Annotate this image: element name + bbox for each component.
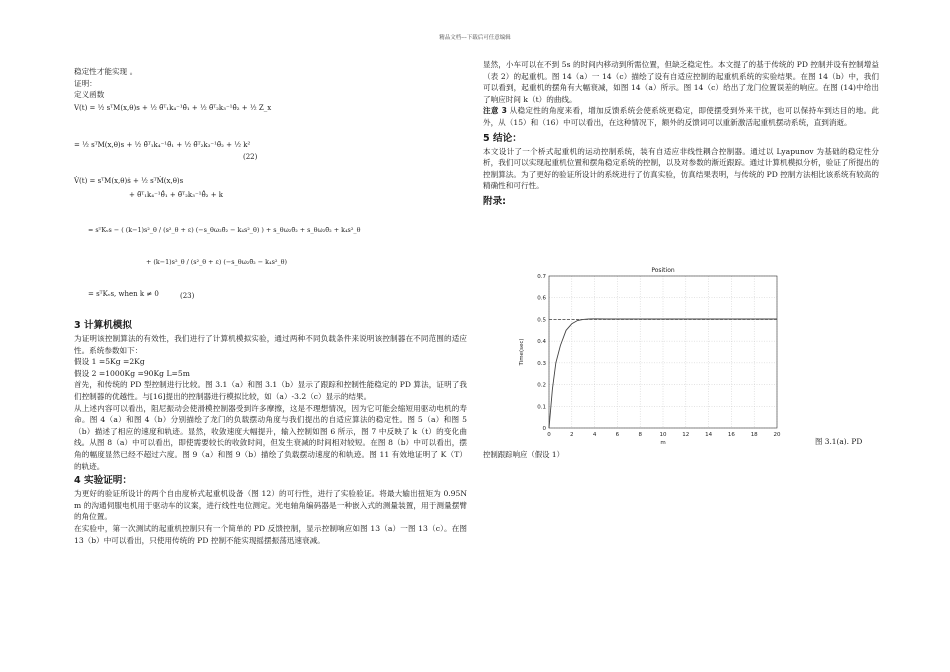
assumption-line: 假设 2 =1000Kg =90Kg L=5m bbox=[74, 368, 190, 378]
x-axis-label: m bbox=[660, 440, 666, 446]
left-column-body bbox=[74, 319, 467, 546]
paragraph: 从上述内容可以看出，阻尼振动会使滑模控制器受到许多摩擦，这是不理想情况，因为它可能会缩短用驱动电机的寿命。图 4（a）和图 4（b）分别描绘了龙门的负载摆动角度与我们提出的自适应算法的稳定性。图 5（a）和图 5（b）描述了相应的速度和轨迹。显然，收敛速度大幅提升，输入控制如图 6 所示，图 7 中反映了 k（t）的变化曲线。从图 8（a）中可以看出，即使需要较长的收敛时间，但发生衰减的时间相对较短。在图 8（b）中可以看出，摆角的幅度显然已经不超过六度。图 9（a）和图 9（b）描绘了负载摆动速度的和轨迹。图 11 有效地证明了 K（T）的轨迹。 bbox=[74, 403, 467, 471]
chart-title: Position bbox=[651, 267, 675, 274]
x-tick-label: 12 bbox=[682, 432, 690, 438]
y-tick-label: 0 bbox=[542, 426, 546, 432]
y-tick-label: 0.5 bbox=[537, 317, 546, 324]
paragraph: 首先，和传统的 PD 型控制进行比较。图 3.1（a）和图 3.1（b）显示了跟踪和控制性能稳定的 PD 算法，证明了我们控制器的优越性。与[16]提出的控制器进行模拟比较，如（a）-3.2（c）显示的结果。 bbox=[74, 380, 467, 401]
y-tick-label: 0.3 bbox=[537, 360, 546, 367]
section-title: 4 实验证明： bbox=[74, 475, 132, 487]
equation-number: (22) bbox=[243, 153, 258, 161]
equation-line: = ½ sᵀM(x,θ)s + ½ θ̃ᵀ₁k₄⁻¹θ̃₁ + ½ θ̃ᵀ₂k₃⁻¹θ̃₂ + ½ k² bbox=[74, 141, 251, 149]
page-header: 精品文档---下载后可任意编辑 bbox=[439, 35, 511, 41]
paragraph: 为更好的验证所设计的两个自由度桥式起重机设备（图 12）的可行性，进行了实验验证。将最大输出扭矩为 0.95N m 的沟通伺服电机用于驱动车的议案，进行线性电位测定。光电轴角编码器是一种嵌入式的测量装置，用于测量摆臂的角位置。 bbox=[74, 489, 467, 522]
x-tick-label: 6 bbox=[615, 432, 620, 438]
left-column bbox=[74, 66, 467, 101]
x-tick-label: 20 bbox=[773, 432, 781, 438]
y-tick-label: 0.7 bbox=[537, 274, 546, 280]
assumption-line: 假设 1 =5Kg =2Kg bbox=[74, 357, 145, 367]
y-tick-label: 0.1 bbox=[537, 404, 546, 411]
intro-line: 证明： bbox=[74, 78, 97, 88]
equation-line: + (k−1)s²_θ / (s²_θ + ε) (−s_θω₂θ̃₂ − k₄s²_θ) bbox=[146, 258, 287, 266]
x-tick-label: 0 bbox=[547, 432, 551, 438]
x-tick-label: 8 bbox=[638, 432, 642, 438]
right-column bbox=[483, 59, 879, 209]
x-tick-label: 10 bbox=[659, 432, 667, 438]
equation-line: = sᵀKᵥs − ( (k−1)s²_θ / (s²_θ + ε) (−s_θω₂θ̃₂ − k₄s²_θ) ) + s_θω₂θ̃₂ + s_θω₂θ̃₂ + k₄s²_θ bbox=[88, 226, 361, 234]
note-label: 注意 3 bbox=[483, 106, 507, 116]
paragraph: 为证明该控制算法的有效性，我们进行了计算机模拟实验，通过两种不同负载条件来说明该控制器在不同范围的适应性。系统参数如下： bbox=[74, 334, 467, 355]
section-title: 3 计算机模拟 bbox=[74, 320, 132, 331]
equation-line: + θ̃ᵀ₁k₄⁻¹θ̃̇₁ + θ̃ᵀ₂k₃⁻¹θ̃̇₂ + k bbox=[129, 191, 224, 199]
x-tick-label: 16 bbox=[727, 432, 735, 438]
x-tick-label: 14 bbox=[705, 432, 713, 438]
figure-caption: 控制跟踪响应（假设 1） bbox=[483, 450, 564, 459]
x-tick-label: 2 bbox=[570, 432, 574, 438]
figure-caption: 图 3.1(a). PD bbox=[815, 437, 863, 446]
section-title: 5 结论： bbox=[483, 132, 522, 144]
equation-line: = sᵀKᵥs, when k ≠ 0 bbox=[88, 290, 159, 298]
appendix-title: 附录: bbox=[483, 195, 507, 207]
x-tick-label: 4 bbox=[592, 432, 597, 438]
equation-line: V(t) = ½ sᵀM(x,θ)s + ½ θ̃ᵀ₁k₄⁻¹θ̃₁ + ½ θ̃ᵀ₂k₃⁻¹θ̃₂ + ½ Z_x bbox=[74, 104, 272, 112]
x-tick-label: 18 bbox=[750, 432, 758, 438]
intro-line: 稳定性才能实现 。 bbox=[74, 67, 138, 76]
paragraph: 本文设计了一个桥式起重机的运动控制系统，装有自适应非线性耦合控制器。通过以 Lyapunov 为基础的稳定性分析，我们可以实现起重机位置和摆角稳定系统的控制，以及对参数的渐近跟踪。通过计算机模拟分析，验证了所提出的控制算法。为了更好的验证所设计的系统进行了仿真实验，仿真结果表明，与传统的 PD 控制方法相比该系统有较高的精确性和可行性。 bbox=[483, 146, 879, 191]
paragraph: 在实验中，第一次测试的起重机控制只有一个简单的 PD 反馈控制，显示控制响应如图 13（a）一图 13（c）。在图 13（b）中可以看出，只使用传统的 PD 控制不能实现摇摆振荡迅速衰减。 bbox=[74, 523, 467, 545]
position-chart bbox=[505, 262, 790, 447]
y-tick-label: 0.2 bbox=[537, 382, 546, 389]
note-text: 从稳定性的角度来看，增加反馈系统会使系统更稳定，即使摆受到外来干扰，也可以保持车到达目的地。此外，从（15）和（16）中可以看出，在这种情况下，额外的反馈词可以重新激活起重机摆动系统，直到消逝。 bbox=[483, 106, 879, 127]
y-tick-label: 0.4 bbox=[537, 339, 546, 346]
intro-line: 定义函数 bbox=[74, 90, 105, 100]
equation-number: (23) bbox=[180, 292, 195, 300]
paragraph: 显然，小车可以在不到 5s 的时间内移动到所需位置，但缺乏稳定性。本文提了的基于传统的 PD 控制并设有控制增益（表 2）的起重机。图 14（a）一 14（c）描绘了设有自适应控制的起重机系统的实验结果。在图 14（b）中，我们可以看到，起重机的摆角有大幅衰减，如图 14（a）所示。图 14（c）给出了龙门位置误差的响应。在图 (14)中给出了响应时间 k（t）的曲线。 bbox=[483, 60, 879, 104]
y-tick-label: 0.6 bbox=[537, 295, 546, 302]
y-axis-label: Time(sec) bbox=[519, 338, 525, 366]
equation-line: V̇(t) = sᵀM(x,θ)ṡ + ½ sᵀṀ(x,θ)s bbox=[74, 177, 184, 185]
note-paragraph bbox=[483, 105, 879, 128]
